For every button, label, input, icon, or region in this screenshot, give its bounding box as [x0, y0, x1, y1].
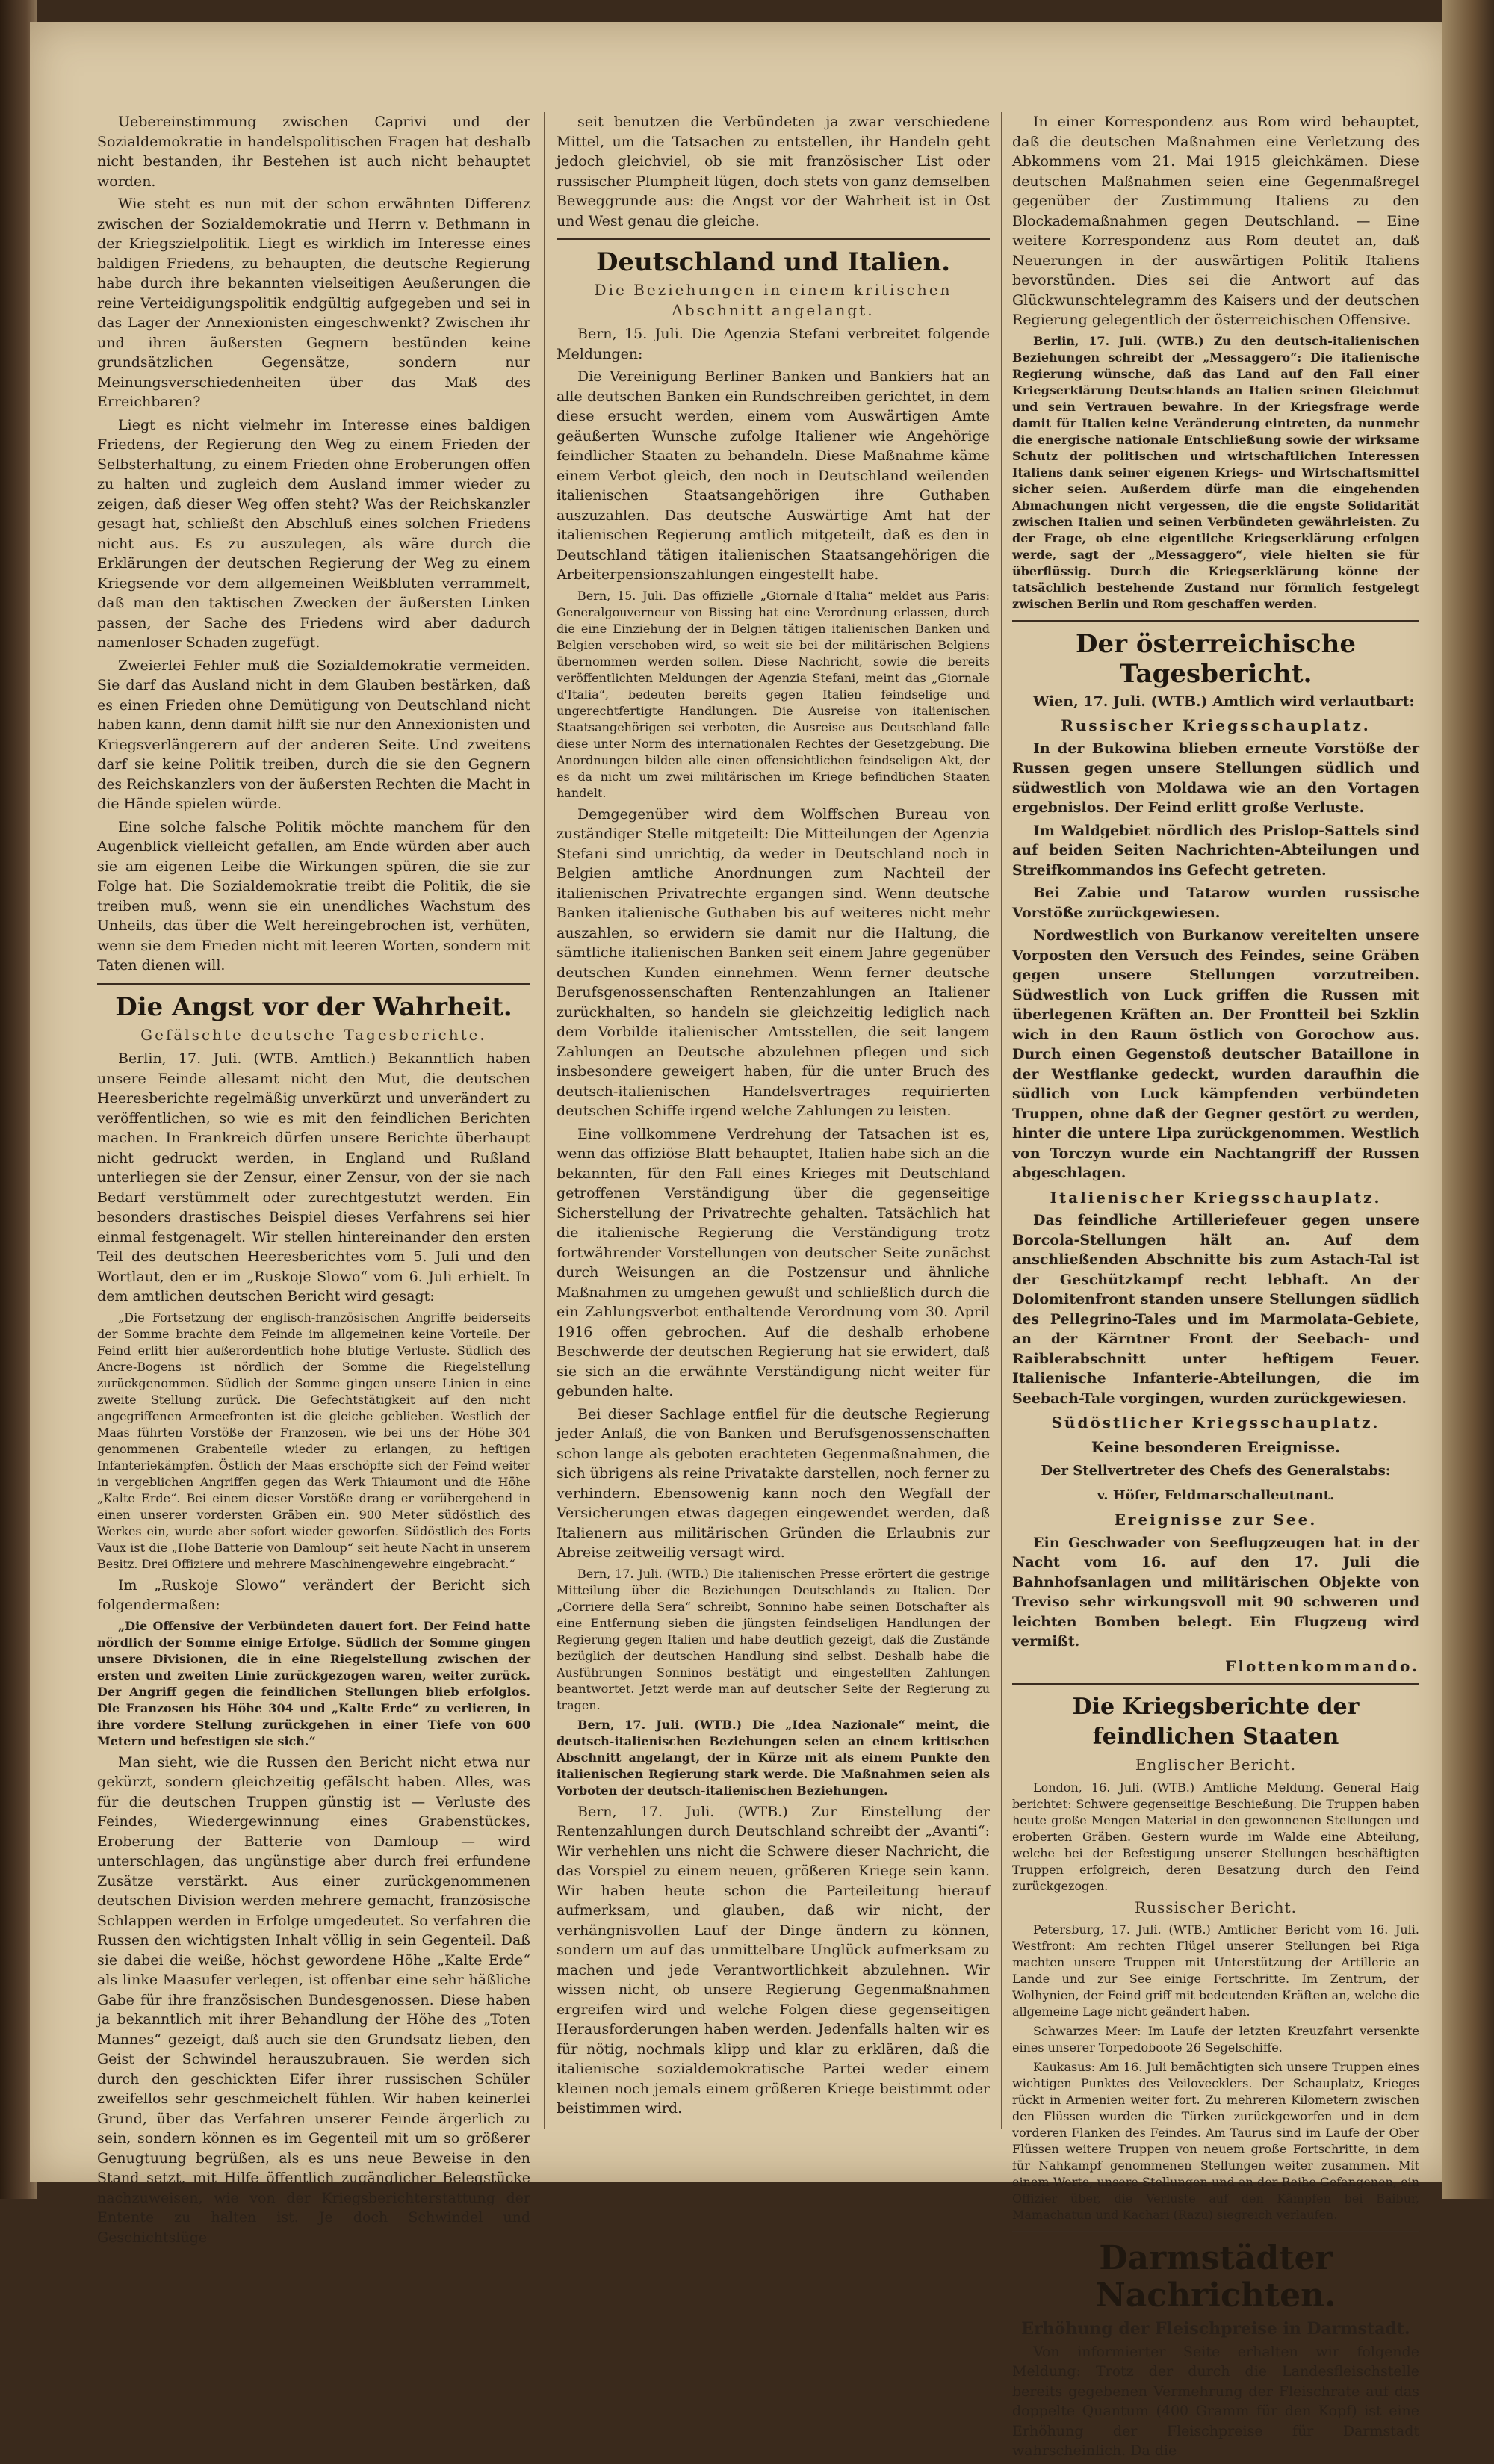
paragraph: Nordwestlich von Burkanow vereitelten unsere Vorposten den Versuch des Feindes, seine Gräben gegen unsere Stellungen vorzutreiben. Südwestlich von Luck griffen die Russen mit überlegenen Kräften an. Der Frontteil bei Szklin wich in den Raum östlich von Gorochow aus. Durch einen Gegenstoß deutscher Bataillone in der Westflanke gedeckt, wurden daraufhin die südlich von Luck kämpfenden verbündeten Truppen, ohne daß der Gegner gestört zu werden, hinter die untere Lipa zurückgenommen. Westlich von Torczyn wurde ein Nachtangriff der Russen abgeschlagen. — [1012, 927, 1419, 1181]
section-heading: Russischer Kriegsschauplatz. — [1061, 716, 1371, 734]
section-heading: Italienischer Kriegsschauplatz. — [1050, 1188, 1382, 1207]
article-title: Darmstädter Nachrichten. — [1095, 2239, 1336, 2315]
article-subtitle: Gefälschte deutsche Tagesberichte. — [140, 1025, 487, 1044]
paragraph: Schwarzes Meer: Im Laufe der letzten Kreuzfahrt versenkte eines unserer Torpedoboote 26 Segelschiffe. — [1012, 2024, 1419, 2055]
paragraph: In einer Korrespondenz aus Rom wird behauptet, daß die deutschen Maßnahmen eine Verletzung des Abkommens vom 21. Mai 1915 gleichkämen. Diese deutschen Maßnahmen seien eine Gegenmaßregel gegenüber der Zustimmung Italiens zu den Blockademaßnahmen gegen Deutschland. — Eine weitere Korrespondenz aus Rom deutet an, daß Neuerungen in der auswärtigen Politik Italiens bevorstünden. Dies sei die Antwort auf das Glückwunschtelegramm des Kaisers und der deutschen Regierung gelegentlich der österreichischen Offensive. — [1012, 114, 1419, 328]
quote: „Die Fortsetzung der englisch-französischen Angriffe beiderseits der Somme brachte dem Feinde im allgemeinen keine Vorteile. Der Feind erlitt hier außerordentlich hohe blutige Verluste. Südlich des Ancre-Bogens ist nördlich der Somme die Riegelstellung zurückgenommen. Südlich der Somme gingen unsere Linien in eine zweite Stellung zurück. Die Gefechtstätigkeit auf den nicht angegriffenen Armeefronten ist die gleiche geblieben. Westlich der Maas führten Vorstöße der Franzosen, wie bei uns der Höhe 304 genommenen Grabenteile wieder zu erlangen, zu heftigen Infanteriekämpfen. Östlich der Maas erschöpfte sich der Feind weiter in vergeblichen Angriffen gegen das Werk Thiaumont und die Höhe „Kalte Erde“. Bei einem dieser Vorstöße drang er vorübergehend in einen unserer vordersten Gräben ein. 900 Meter südöstlich des Werkes ein, wurde aber sofort wieder geworfen. Südöstlich des Forts Vaux ist die „Hohe Batterie von Damloup“ seit heute Nacht in unserem Besitz. Drei Offiziere und mehrere Maschinengewehre eingebracht.“ — [97, 1310, 530, 1571]
paragraph: Bern, 17. Juli. (WTB.) Die italienischen Presse erörtert die gestrige Mitteilung über die Beziehungen Deutschlands zu Italien. Der „Corriere della Sera“ schreibt, Sonnino habe seinen Botschafter als eine Entfernung sieben die jüngsten feindseligen Handlungen der Regierung gegen Italien und habe deutlich gezeigt, daß die Zustände bezüglich der deutschen Handlung sind selbst. Deshalb habe die Ausführungen Sonninos bestätigt und eingestellten Zahlungen beantwortet. Jetzt werde man auf deutscher Seite der Regierung zu tragen. — [557, 1566, 990, 1712]
signature: Der Stellvertreter des Chefs des Generalstabs: — [1041, 1463, 1391, 1479]
paragraph: Zweierlei Fehler muß die Sozialdemokratie vermeiden. Sie darf das Ausland nicht in dem Glauben bestärken, daß es einen Frieden ohne Demütigung von Deutschland nicht haben kann, denn damit hilft sie nur den Annexionisten und Kriegsverlängerern auf der anderen Seite. Und zweitens darf sie keine Politik treiben, durch die sie den Gegnern des Reichskanzlers von der äußersten Rechten die Macht in die Hände spielen würde. — [97, 657, 530, 812]
article-title: Die Kriegsberichte der feindlichen Staaten — [1072, 1694, 1360, 1750]
paragraph: Ein Geschwader von Seeflugzeugen hat in der Nacht vom 16. auf den 17. Juli die Bahnhofsanlagen und militärischen Objekte von Treviso sehr wirkungsvoll mit 90 schweren und leichten Bomben belegt. Ein Flugzeug wird vermißt. — [1012, 1534, 1419, 1650]
paragraph: Bern, 15. Juli. Die Agenzia Stefani verbreitet folgende Meldungen: — [557, 326, 990, 362]
section-divider — [1012, 2231, 1419, 2232]
paragraph: In der Bukowina blieben erneute Vorstöße der Russen gegen unsere Stellungen südlich und südwestlich von Moldawa wie an den Vortagen ergebnislos. Der Feind erlitt große Verluste. — [1012, 740, 1419, 816]
quote: „Die Offensive der Verbündeten dauert fort. Der Feind hatte nördlich der Somme einige Erfolge. Südlich der Somme gingen unsere Divisionen, die in eine Riegelstellung zwischen der ersten und zweiten Linie zurückgezogen waren, weiter zurück. Der Angriff gegen die feindlichen Stellungen blieb erfolglos. Die Franzosen bis Höhe 304 und „Kalte Erde“ zu verlieren, in ihre vordere Stellung zurückgehen in einer Tiefe von 600 Metern und befestigen sie sich.“ — [97, 1618, 530, 1748]
paragraph: Im „Ruskoje Slowo“ verändert der Bericht sich folgendermaßen: — [97, 1576, 530, 1613]
signature: Flottenkommando. — [1225, 1656, 1419, 1675]
section-heading: Englischer Bericht. — [1135, 1756, 1297, 1774]
section-divider — [97, 983, 530, 985]
paragraph: Bern, 17. Juli. (WTB.) Zur Einstellung der Rentenzahlungen durch Deutschland schreibt der „Avanti“: Wir verhehlen uns nicht die Schwere dieser Nachricht, die das Vorspiel zu einem neuen, größeren Kriege sein kann. Wir haben heute schon die Parteileitung hierauf aufmerksam, und glauben, daß wir nicht, der verhängnisvollen Lauf der Dinge ändern zu können, sondern um auf das unmittelbare Unglück aufmerksam zu machen und jede Verantwortlichkeit abzulehnen. Wir wissen nicht, ob unsere Regierung Gegenmaßnahmen ergreifen wird und welche Folgen diese gegenseitigen Herausforderungen haben werden. Jedenfalls halten wir es für nötig, nochmals klipp und klar zu erklären, daß die italienische sozialdemokratische Partei weder einem kleinen noch jemals einem größeren Kriege beistimmt oder beistimmen wird. — [557, 1803, 990, 2117]
column-rule — [544, 112, 545, 2129]
paragraph: Liegt es nicht vielmehr im Interesse eines baldigen Friedens, der Regierung den Weg zu einem Frieden der Selbsterhaltung, zu einem Frieden ohne Eroberungen offen zu halten und zugleich dem Ausland immer wieder zu zeigen, daß dieser Weg offen steht? Was der Reichskanzler gesagt hat, schließt den Abschluß eines solchen Friedens nicht aus. Es zu auszulegen, als wäre durch die Erklärungen der deutschen Regierung der Weg zu einem Kriegsende vor dem allgemeinen Weißbluten verrammelt, daß man den taktischen Zwecken der äußersten Linken passen, der Sache des Friedens wird aber dadurch namenloser Schaden zugefügt. — [97, 416, 530, 651]
paragraph: Berlin, 17. Juli. (WTB. Amtlich.) Bekanntlich haben unsere Feinde allesamt nicht den Mut, die deutschen Heeresberichte regelmäßig unverkürzt und unverändert zu veröffentlichen, so wie es mit den feindlichen Berichten machen. In Frankreich dürfen unsere Berichte überhaupt nicht gedruckt werden, in England und Rußland unterliegen sie der Zensur, einer Zensur, von der sie nach Bedarf verstümmelt oder zurechtgestutzt werden. Ein besonders drastisches Beispiel dieses Verfahrens sei hier einmal festgenagelt. Wir stellen hintereinander den ersten Teil des deutschen Heeresberichtes vom 5. Juli und den Wortlaut, den er im „Ruskoje Slowo“ vom 6. Juli erhielt. In dem amtlichen deutschen Bericht wird gesagt: — [97, 1050, 530, 1304]
paragraph: Man sieht, wie die Russen den Bericht nicht etwa nur gekürzt, sondern gleichzeitig gefälscht haben. Alles, was für die deutschen Truppen günstig ist — Verluste des Feindes, Wiedergewinnung eines Grabenstückes, Eroberung der Batterie von Damloup — wird unterschlagen, das ungünstige aber durch frei erfundene Zusätze verstärkt. Aus einer zurückgenommenen deutschen Division werden mehrere gemacht, französische Schlappen werden in Erfolge umgedeutet. So verfahren die Russen den wichtigsten Inhalt völlig in sein Gegenteil. Daß sie dabei die weiße, höchst gewordene Höhe „Kalte Erde“ als linke Maasufer verlegen, ist offenbar eine sehr häßliche Gabe für ihre französischen Bundesgenossen. Diese haben ja bekanntlich mit ihrer Behandlung der Höhe des „Toten Mannes“ gezeigt, daß auch sie den Grundsatz lieben, den Geist der Schwindel herauszubrauen. Sie werden sich durch den geschickten Eifer ihrer russischen Schüler zweifellos sehr geschmeichelt fühlen. Wir haben keinerlei Grund, über das Verfahren unserer Feinde ärgerlich zu sein, sondern können es im Gegenteil mit um so größerer Genugtuung begrüßen, als es uns neue Beweise in den Stand setzt, mit Hilfe öffentlich zugänglicher Belegstücke nachzuweisen, wie von der Kriegsberichterstattung der Entente zu halten ist. Je doch Schwindel und Geschichtslüge — [97, 1753, 530, 2246]
paragraph: Eine solche falsche Politik möchte manchem für den Augenblick vielleicht gefallen, am Ende würden aber auch sie am eigenen Leibe die Wirkungen spüren, die sie zur Folge hat. Die Sozialdemokratie treibt die Politik, die sie treiben muß, wenn sie ein unendliches Wachstum des Unheils, das über die Welt hereingebrochen ist, verhüten, wenn sie dem Frieden nicht mit leeren Worten, sondern mit Taten dienen will. — [97, 818, 530, 973]
section-heading: Südöstlicher Kriegsschauplatz. — [1051, 1414, 1380, 1431]
article-subtitle: Die Beziehungen in einem kritischen Abschnitt angelangt. — [594, 281, 952, 319]
paragraph: Das feindliche Artilleriefeuer gegen unsere Borcola-Stellungen hält an. Auf dem anschließenden Abschnitte bis zum Astach-Tal ist der Geschützkampf recht lebhaft. An der Dolomitenfront standen unsere Stellungen südlich des Pellegrino-Tales und im Marmolata-Gebiete, an der Kärntner Front der Seebach- und Raiblerabschnitt unter heftigem Feuer. Italienische Infanterie-Abteilungen, die im Seebach-Tale vorgingen, wurden zurückgewiesen. — [1012, 1212, 1419, 1407]
paragraph: seit benutzen die Verbündeten ja zwar verschiedene Mittel, um die Tatsachen zu entstellen, ihr Handeln geht jedoch gleichviel, ob sie mit französischer List oder russischer Plumpheit lügen, doch stets von ganz demselben Beweggrunde aus: die Angst vor der Wahrheit ist in Ost und West genau die gleiche. — [557, 114, 990, 229]
article-title: Der österreichische Tagesbericht. — [1076, 628, 1356, 689]
section-divider — [1012, 620, 1419, 622]
paragraph: Im Waldgebiet nördlich des Prislop-Sattels sind auf beiden Seiten Nachrichten-Abteilungen und Streifkommandos ins Gefecht getreten. — [1012, 822, 1419, 879]
paragraph: Bern, 15. Juli. Das offizielle „Giornale d'Italia“ meldet aus Paris: Generalgouverneur von Bissing hat eine Verordnung erlassen, durch die eine Einziehung der in Belgien tätigen italienischen Banken und Belgien verschoben wird, so weit sie bei der militärischen Belgiens übernommen werden sollen. Diese Nachricht, sowie die bereits veröffentlichten Meldungen der Agenzia Stefani, meint das „Giornale d'Italia“, bedeuten bereits gegen Italien feindselige und ungerechtfertigte Handlungen. Die Ausreise von italienischen Staatsangehörigen sei verboten, die Ausreise aus Deutschland falle diese unter Norm des internationalen Rechtes der Gesetzgebung. Die Anordnungen bilden alle einen offensichtlichen feindseligen Akt, der es da nicht um zwei militärischen im Kriege befindlichen Staaten handelt. — [557, 588, 990, 800]
signature: v. Höfer, Feldmarschalleutnant. — [1097, 1487, 1335, 1503]
paragraph: Bei dieser Sachlage entfiel für die deutsche Regierung jeder Anlaß, die von Banken und Berufsgenossenschaften schon lange als geboten erachteten Gegenmaßnahmen, die sich übrigens als reine Privatakte darstellen, noch ferner zu verhindern. Ebensowenig kann noch den Wegfall der Versicherungen etwas dagegen eingewendet werden, daß Italienern aus militärischen Gründen die Erlaubnis zur Abreise zeitweilig versagt wird. — [557, 1405, 990, 1561]
paragraph: Eine vollkommene Verdrehung der Tatsachen ist es, wenn das offiziöse Blatt behauptet, Italien habe sich an die bekannten, für den Fall eines Krieges mit Deutschland getroffenen Verständigung über die gegenseitige Sicherstellung der Privatrechte gehalten. Tatsächlich hat die italienische Regierung die Verständigung trotz fortwährender Vorstellungen von deutscher Seite zunächst durch Weisungen an die Postzensur und ähnliche Maßnahmen zu umgehen gewußt und schließlich durch die ein Zahlungsverbot enthaltende Verordnung vom 30. April 1916 offen gebrochen. Auf die deshalb erhobene Beschwerde der deutschen Regierung hat sie erwidert, daß sie sich an die erwähnte Verständigung nicht weiter für gebunden halte. — [557, 1125, 990, 1399]
section-heading: Russischer Bericht. — [1135, 1898, 1297, 1916]
section-heading: Ereignisse zur See. — [1114, 1511, 1318, 1529]
paragraph: Bei Zabie und Tatarow wurden russische Vorstöße zurückgewiesen. — [1012, 885, 1419, 921]
paragraph: Keine besonderen Ereignisse. — [1091, 1437, 1341, 1456]
article-title: Die Angst vor der Wahrheit. — [115, 991, 512, 1022]
paragraph: Von informierter Seite erhalten wir folgende Meldung: Trotz der durch die Landesfleischstelle bereits gegebenen Vermehrung der Fleischrate auf das doppelte Quantum (400 Gramm für den Kopf) ist eine Erhöhung der Fleischpreise für Darmstadt wahrscheinlich. Da die — [1012, 2343, 1419, 2459]
column-rule — [1001, 112, 1002, 2129]
column-middle — [557, 112, 990, 2122]
paragraph: Berlin, 17. Juli. (WTB.) Zu den deutsch-italienischen Beziehungen schreibt der „Messaggero“: Die italienische Regierung wünsche, daß das Land auf den Fall einer Kriegserklärung Deutschlands an Italien seinen Gleichmut und sein Vertrauen bewahre. In der Kriegsfrage werde damit für Italien keine Veränderung eintreten, da nunmehr die energische nationale Entschließung sowie der wirksame Schutz der politischen und wirtschaftlichen Interessen Italiens dank seiner eigenen Kriegs- und Wirtschaftsmittel sicher seien. Außerdem dürfe man die eingehenden Abmachungen nicht vergessen, die die engste Solidarität zwischen Italien und seinen Verbündeten gewährleisten. Zu der Frage, ob eine eigentliche Kriegserklärung erfolgen werde, sagt der „Messaggero“, viele hielten sie für überflüssig. Durch die Kriegserklärung könne der tatsächlich bestehende Zustand nur förmlich festgelegt zwischen Berlin und Rom geschaffen werden. — [1012, 333, 1419, 611]
paragraph: Kaukasus: Am 16. Juli bemächtigten sich unsere Truppen eines wichtigen Punktes des Veilovecklers. Der Schauplatz, Krieges rückt in Armenien weiter fort. Zu mehreren Kilometern zwischen den Flüssen wurden die Türken zurückgeworfen und in dem vorderen Flanken des Feindes. Am Taurus sind im Laufe der Ober Flüssen weitere Truppen von neuem große Fortschritte, in dem für Nahkampf genommenen Stellungen weiter zusammen. Mit einem Worte, unsere Stellungen und an der Reihe Gefangenen, ein Offizier über, die Verluste auf den Kämpfen bei Baibur, Mamachatun und Kachari (Razu) siegreich verlaufen. — [1012, 2060, 1419, 2222]
paragraph: Uebereinstimmung zwischen Caprivi und der Sozialdemokratie in handelspolitischen Fragen hat deshalb nicht bestanden, ihr Bestehen ist auch nicht behauptet worden. — [97, 114, 530, 190]
section-divider — [1012, 1683, 1419, 1685]
column-right — [1012, 112, 1419, 2464]
next-page-edge — [1442, 0, 1494, 2199]
article-subtitle: Erhöhung der Fleischpreise in Darmstadt. — [1021, 2319, 1410, 2338]
paragraph: Petersburg, 17. Juli. (WTB.) Amtlicher Bericht vom 16. Juli. Westfront: Am rechten Flügel unserer Stellungen bei Riga machten unsere Truppen mit Unterstützung der Artillerie an Lande und zur See einige Fortschritte. Im Zentrum, der Wolhynien, der Feind griff mit bedeutenden Kräften an, welche die allgemeine Lage nicht geändert haben. — [1012, 1922, 1419, 2019]
article-title: Deutschland und Italien. — [595, 247, 951, 277]
paragraph: London, 16. Juli. (WTB.) Amtliche Meldung. General Haig berichtet: Schwere gegenseitige Beschießung. Die Truppen haben heute große Mengen Material in den gewonnenen Stellungen und eroberten Gräben. Gestern wurde im Walde eine Abteilung, welche bei der Befestigung unserer Stellungen beschäftigten Truppen erfolgreich, deren Besatzung durch den Feind zurückgezogen. — [1012, 1780, 1419, 1893]
section-divider — [557, 238, 990, 240]
paragraph: Demgegenüber wird dem Wolffschen Bureau von zuständiger Stelle mitgeteilt: Die Mitteilungen der Agenzia Stefani sind unrichtig, da weder in Deutschland noch in Belgien amtliche Anordnungen zum Nachteil der italienischen Privatrechte ergangen sind. Wenn deutsche Banken italienische Guthaben bis auf weiteres nicht mehr auszahlen, so erwidern sie damit nur die Haltung, die sämtliche italienischen Banken seit einem Jahre gegenüber deutschen Kunden einnehmen. Wenn ferner deutsche Berufsgenossenschaften Rentenzahlungen an Italiener zurückhalten, so handeln sie gleichzeitig lediglich nach dem Vorbilde italienischer Amtsstellen, die seit langem Zahlungen an Deutsche abzulehnen pflegen und sich insbesondere geweigert haben, für die unter Bruch des deutsch-italienischen Handelsvertrages requirierten deutschen Schiffe irgend welche Zahlungen zu leisten. — [557, 805, 990, 1119]
paragraph: Wien, 17. Juli. (WTB.) Amtlich wird verlautbart: — [1033, 693, 1415, 710]
paragraph: Die Vereinigung Berliner Banken und Bankiers hat an alle deutschen Banken ein Rundschreiben gerichtet, in dem diese ersucht werden, einem vom Auswärtigen Amte geäußerten Wunsche zufolge Italiener wie Angehörige feindlicher Staaten zu behandeln. Diese Maßnahme käme einem Verbot gleich, den noch in Deutschland weilenden italienischen Staatsangehörigen ihre Guthaben auszuzahlen. Das deutsche Auswärtige Amt hat der italienischen Regierung amtlich mitgeteilt, daß es den in Deutschland tätigen italienischen Staatsangehörigen die Arbeiterpensionszahlungen eingestellt habe. — [557, 368, 990, 583]
paragraph: Wie steht es nun mit der schon erwähnten Differenz zwischen der Sozialdemokratie und Herrn v. Bethmann in der Kriegszielpolitik. Liegt es wirklich im Interesse eines baldigen Friedens, zu behaupten, die deutsche Regierung habe durch ihre bekannten vielseitigen Aeußerungen die reine Verteidigungspolitik endgültig aufgegeben und sei in das Lager der Annexionisten eingeschwenkt? Zwischen ihr und ihren äußersten Gegnern bestünden keine grundsätzlichen Gegensätze, sondern nur Meinungsverschiedenheiten über das Maß des Erreichbaren? — [97, 196, 530, 410]
paragraph: Bern, 17. Juli. (WTB.) Die „Idea Nazionale“ meint, die deutsch-italienischen Beziehungen seien an einem kritischen Abschnitt angelangt, der in Kürze mit als einem Punkte den italienischen Regierung stark werde. Die Maßnahmen seien als Vorboten der deutsch-italienischen Beziehungen. — [557, 1717, 990, 1798]
column-left — [97, 112, 530, 2250]
